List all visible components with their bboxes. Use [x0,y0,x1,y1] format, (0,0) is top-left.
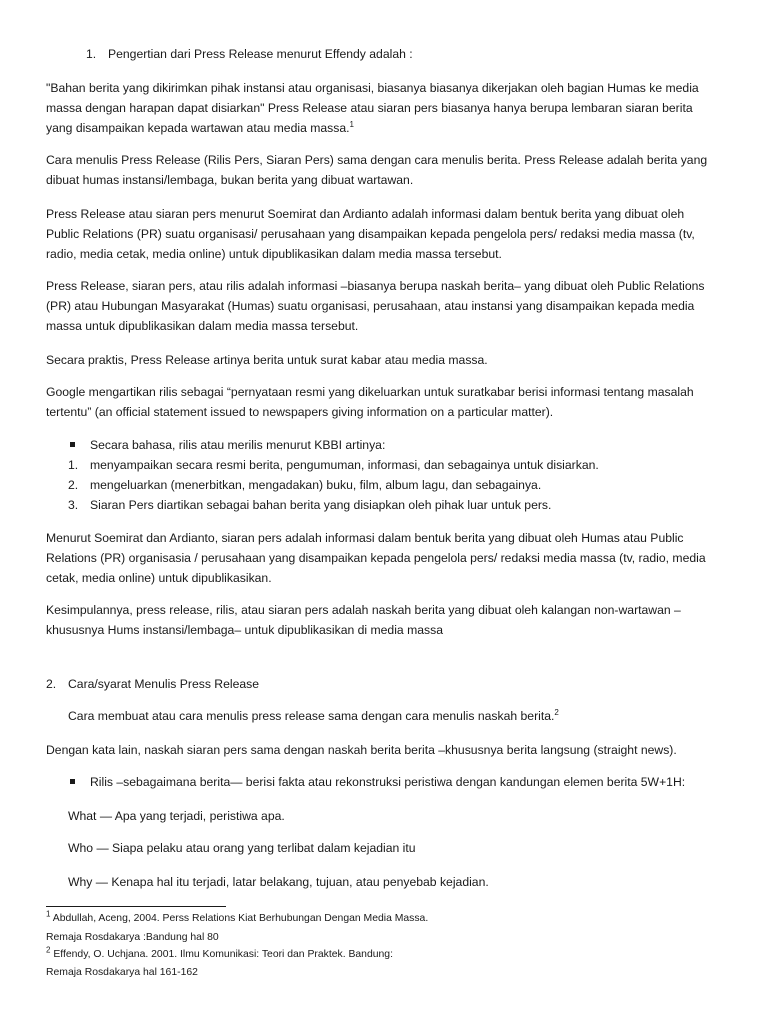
paragraph-line: (PR) atau Hubungan Masyarakat (Humas) suatu organisasi, perusahaan, atau instansi yang disampaikan kepada media [46,299,695,313]
footnote-line: Remaja Rosdakarya hal 161-162 [46,967,198,978]
list-number: 1. [68,458,79,472]
paragraph-line: dibuat humas instansi/lembaga, bukan berita yang dibuat wartawan. [46,173,414,187]
footnote-text: Effendy, O. Uchjana. 2001. Ilmu Komunikasi: Teori dan Praktek. Bandung: [50,949,393,960]
list-item: Why — Kenapa hal itu terjadi, latar belakang, tujuan, atau penyebab kejadian. [68,875,489,889]
section-heading: Cara/syarat Menulis Press Release [68,677,260,691]
paragraph-line: Google mengartikan rilis sebagai “pernyataan resmi yang dikeluarkan untuk suratkabar berisi informasi tentang masalah [46,385,694,399]
paragraph-line: Secara praktis, Press Release artinya berita untuk surat kabar atau media massa. [46,353,488,367]
section-heading: Pengertian dari Press Release menurut Effendy adalah : [108,47,413,61]
paragraph-line: massa untuk dipublikasikan dalam media massa tersebut. [46,319,359,333]
paragraph-line: Dengan kata lain, naskah siaran pers sama dengan naskah berita berita –khususnya berita langsung (straight news). [46,743,677,757]
footnote-number: 2 [46,945,51,955]
section-number: 2. [46,677,57,691]
paragraph-line [46,118,354,138]
paragraph-line: Cara menulis Press Release (Rilis Pers, Siaran Pers) sama dengan cara menulis berita. Press Release adalah berita yang [46,153,708,167]
paragraph-line: radio, media cetak, media online) untuk dipublikasikan dalam media massa tersebut. [46,247,502,261]
footnote-text: Abdullah, Aceng, 2004. Perss Relations Kiat Berhubungan Dengan Media Massa. [50,913,429,924]
paragraph-line [68,706,559,726]
paragraph-line: Relations (PR) organisasia / perusahaan yang disampaikan kepada pengelola pers/ redaksi media massa (tv, radio, media [46,551,706,565]
paragraph-line: cetak, media online) untuk dipublikasikan. [46,571,272,585]
list-item: menyampaikan secara resmi berita, pengumuman, informasi, dan sebagainya untuk disiarkan. [90,458,599,472]
paragraph-line: Press Release, siaran pers, atau rilis adalah informasi –biasanya berupa naskah berita– yang dibuat oleh Public Relations [46,279,705,293]
list-number: 3. [68,498,79,512]
footnote-separator [46,906,226,907]
footnote-line: Remaja Rosdakarya :Bandung hal 80 [46,932,219,943]
paragraph-line: khususnya Hums instansi/lembaga– untuk dipublikasikan di media massa [46,623,443,637]
paragraph-line: Menurut Soemirat dan Ardianto, siaran pers adalah informasi dalam bentuk berita yang dibuat oleh Humas atau Public [46,531,684,545]
bullet-square [70,779,75,784]
paragraph-line: tertentu” (an official statement issued to newspapers giving information on a particular matter). [46,405,554,419]
footnote-line [46,909,429,925]
paragraph-text: yang disampaikan kepada wartawan atau media massa. [46,121,350,135]
paragraph-line: Public Relations (PR) suatu organisasi/ perusahaan yang disampaikan kepada pengelola pers/ redaksi media massa (tv, [46,227,695,241]
list-item: Siaran Pers diartikan sebagai bahan berita yang disiapkan oleh pihak luar untuk pers. [90,498,552,512]
bullet-text: Secara bahasa, rilis atau merilis menurut KBBI artinya: [90,438,386,452]
paragraph-text: Cara membuat atau cara menulis press release sama dengan cara menulis naskah berita. [68,709,555,723]
section-number: 1. [86,47,97,61]
list-number: 2. [68,478,79,492]
list-item: mengeluarkan (menerbitkan, mengadakan) buku, film, album lagu, dan sebagainya. [90,478,542,492]
paragraph-line: "Bahan berita yang dikirimkan pihak instansi atau organisasi, biasanya biasanya dikerjakan oleh bagian Humas ke media [46,81,699,95]
bullet-square [70,442,75,447]
footnote-ref[interactable]: 1 [349,119,354,129]
footnote-line [46,945,393,961]
paragraph-line: massa dengan harapan dapat disiarkan" Press Release atau siaran pers biasanya hanya berupa lembaran siaran berita [46,101,693,115]
list-item: Who — Siapa pelaku atau orang yang terlibat dalam kejadian itu [68,841,416,855]
list-item: What — Apa yang terjadi, peristiwa apa. [68,809,285,823]
bullet-text: Rilis –sebagaimana berita— berisi fakta atau rekonstruksi peristiwa dengan kandungan elemen berita 5W+1H: [90,775,686,789]
paragraph-line: Kesimpulannya, press release, rilis, atau siaran pers adalah naskah berita yang dibuat oleh kalangan non-wartawan – [46,603,681,617]
footnote-ref[interactable]: 2 [554,707,559,717]
paragraph-line: Press Release atau siaran pers menurut Soemirat dan Ardianto adalah informasi dalam bentuk berita yang dibuat oleh [46,207,685,221]
footnote-number: 1 [46,909,51,919]
